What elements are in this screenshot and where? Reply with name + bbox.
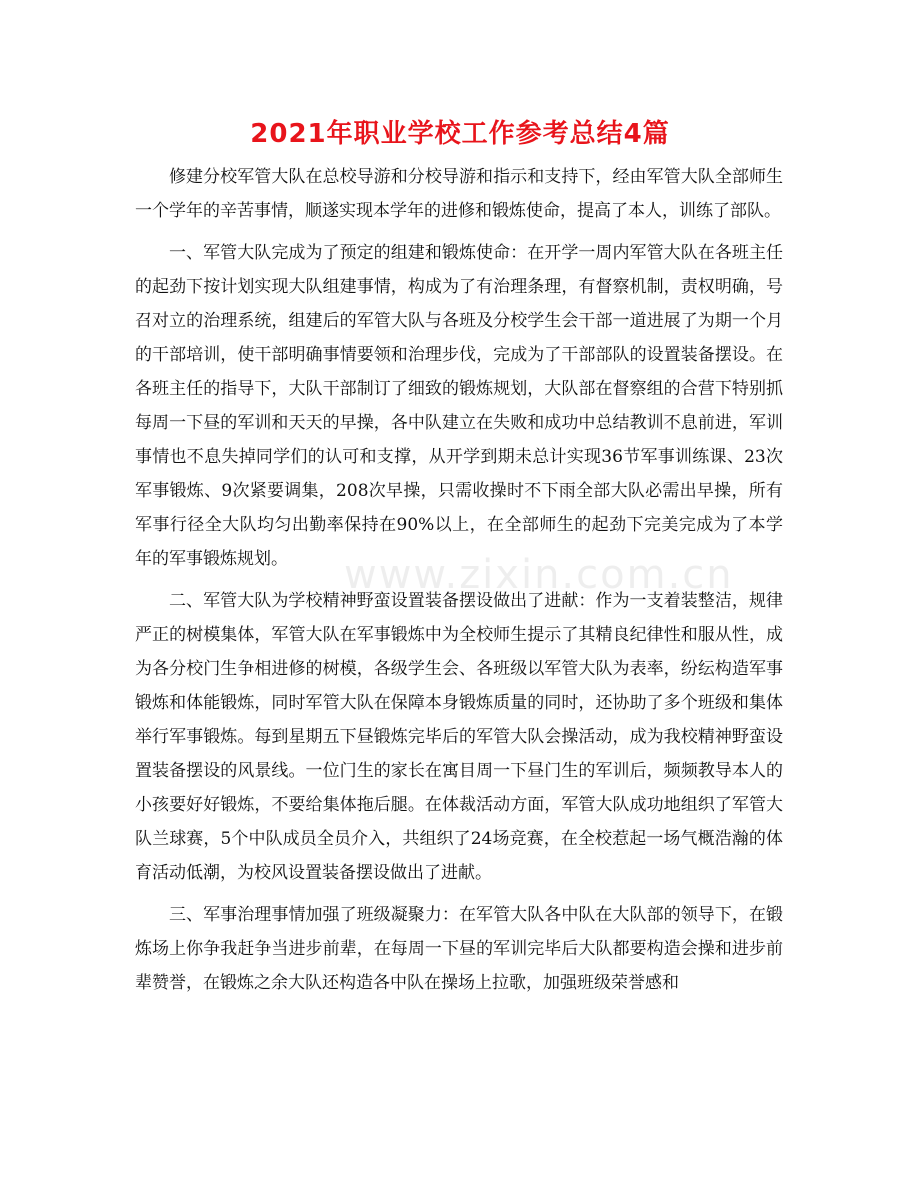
- paragraph-intro: 修建分校军管大队在总校导游和分校导游和指示和支持下，经由军管大队全部师生一个学年的辛苦事情，顺遂实现本学年的进修和锻炼使命，提高了本人，训练了部队。: [135, 167, 783, 221]
- paragraph-section-2: 二、军管大队为学校精神野蛮设置装备摆设做出了进献：作为一支着装整洁，规律严正的树模集体，军管大队在军事锻炼中为全校师生提示了其精良纪律性和服从性，成为各分校门生争相进修的树模，各级学生会、各班级以军管大队为表率，纷纭构造军事锻炼和体能锻炼，同时军管大队在保障本身锻炼质量的同时，还协助了多个班级和集体举行军事锻炼。每到星期五下昼锻炼完毕后的军管大队会操活动，成为我校精神野蛮设置装备摆设的风景线。一位门生的家长在寓目周一下昼门生的军训后，频频教导本人的小孩要好好锻炼，不要给集体拖后腿。在体裁活动方面，军管大队成功地组织了军管大队兰球赛，5个中队成员全员介入，共组织了24场竞赛，在全校惹起一场气概浩瀚的体育活动低潮，为校风设置装备摆设做出了进献。: [135, 591, 783, 883]
- paragraph-section-1: 一、军管大队完成为了预定的组建和锻炼使命：在开学一周内军管大队在各班主任的起劲下按计划实现大队组建事情，构成为了有治理条理，有督察机制，责权明确，号召对立的治理系统，组建后的军管大队与各班及分校学生会干部一道进展了为期一个月的干部培训，使干部明确事情要领和治理步伐，完成为了干部部队的设置装备摆设。在各班主任的指导下，大队干部制订了细致的锻炼规划，大队部在督察组的合营下特别抓每周一下昼的军训和天天的早操，各中队建立在失败和成功中总结教训不息前进，军训事情也不息失掉同学们的认可和支撑，从开学到期未总计实现36节军事训练课、23次军事锻炼、9次紧要调集，208次早操，只需收操时不下雨全部大队必需出早操，所有军事行径全大队均匀出勤率保持在90%以上，在全部师生的起劲下完美完成为了本学年的军事锻炼规划。: [135, 243, 783, 569]
- paragraph-section-3: 三、军事治理事情加强了班级凝聚力：在军管大队各中队在大队部的领导下，在锻炼场上你争我赶争当进步前辈，在每周一下昼的军训完毕后大队都要构造会操和进步前辈赞誉，在锻炼之余大队还构造各中队在操场上拉歌，加强班级荣誉感和: [135, 905, 783, 993]
- document-title: 2021年职业学校工作参考总结4篇: [250, 119, 670, 149]
- watermark: www.zixin.com.cn: [344, 552, 734, 598]
